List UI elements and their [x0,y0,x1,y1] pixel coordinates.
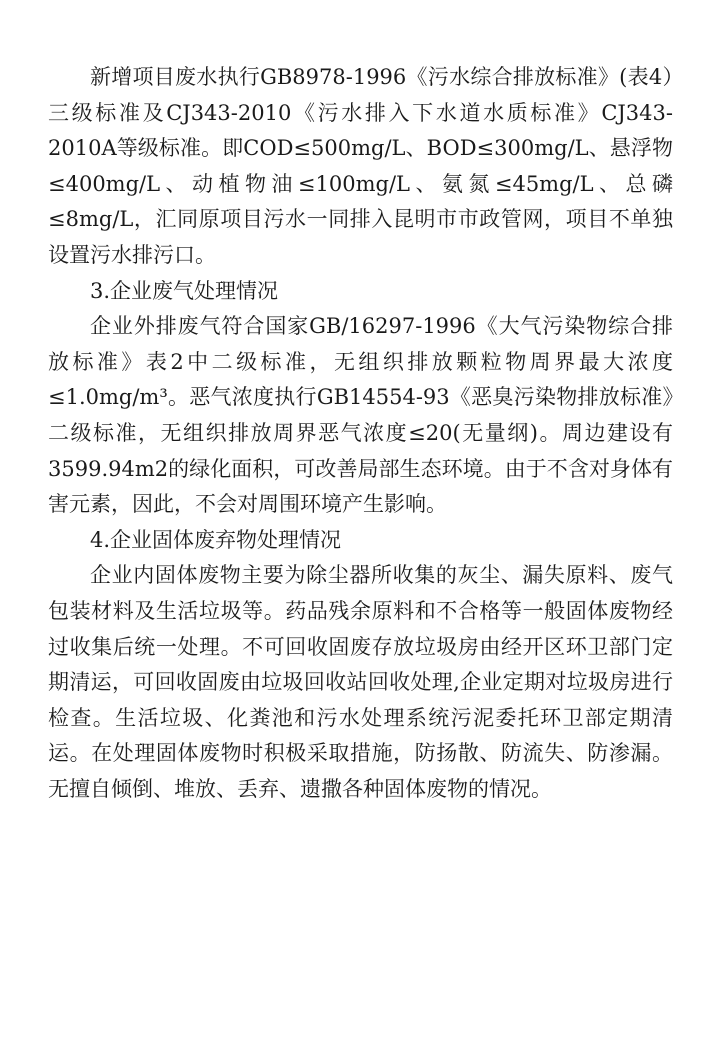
document-page [48,60,673,807]
wastewater-paragraph: 新增项目废水执行GB8978-1996《污水综合排放标准》(表4）三级标准及CJ343-2010《污水排入下水道水质标准》CJ343-2010A等级标准。即COD≤500mg/L、BOD≤300mg/L、悬浮物≤400mg/L、动植物油≤100mg/L、氨氮≤45mg/L、总磷≤8mg/L，汇同原项目污水一同排入昆明市市政管网，项目不单独设置污水排污口。 [48,65,673,267]
section-heading-solid-waste: 4.企业固体废弃物处理情况 [90,527,342,552]
solid-waste-paragraph: 企业内固体废物主要为除尘器所收集的灰尘、漏失原料、废气包装材料及生活垃圾等。药品残余原料和不合格等一般固体废物经过收集后统一处理。不可回收固废存放垃圾房由经开区环卫部门定期清运，可回收固废由垃圾回收站回收处理,企业定期对垃圾房进行检查。生活垃圾、化粪池和污水处理系统污泥委托环卫部定期清运。在处理固体废物时积极采取措施，防扬散、防流失、防渗漏。无擅自倾倒、堆放、丢弃、遗撒各种固体废物的情况。 [48,563,673,801]
waste-gas-paragraph: 企业外排废气符合国家GB/16297-1996《大气污染物综合排放标准》表2中二级标准，无组织排放颗粒物周界最大浓度≤1.0mg/m³。恶气浓度执行GB14554-93《恶臭污染物排放标准》二级标准，无组织排放周界恶气浓度≤20(无量纲)。周边建设有3599.94m2的绿化面积，可改善局部生态环境。由于不含对身体有害元素，因此，不会对周围环境产生影响。 [48,314,673,517]
section-heading-waste-gas: 3.企业废气处理情况 [90,278,279,303]
